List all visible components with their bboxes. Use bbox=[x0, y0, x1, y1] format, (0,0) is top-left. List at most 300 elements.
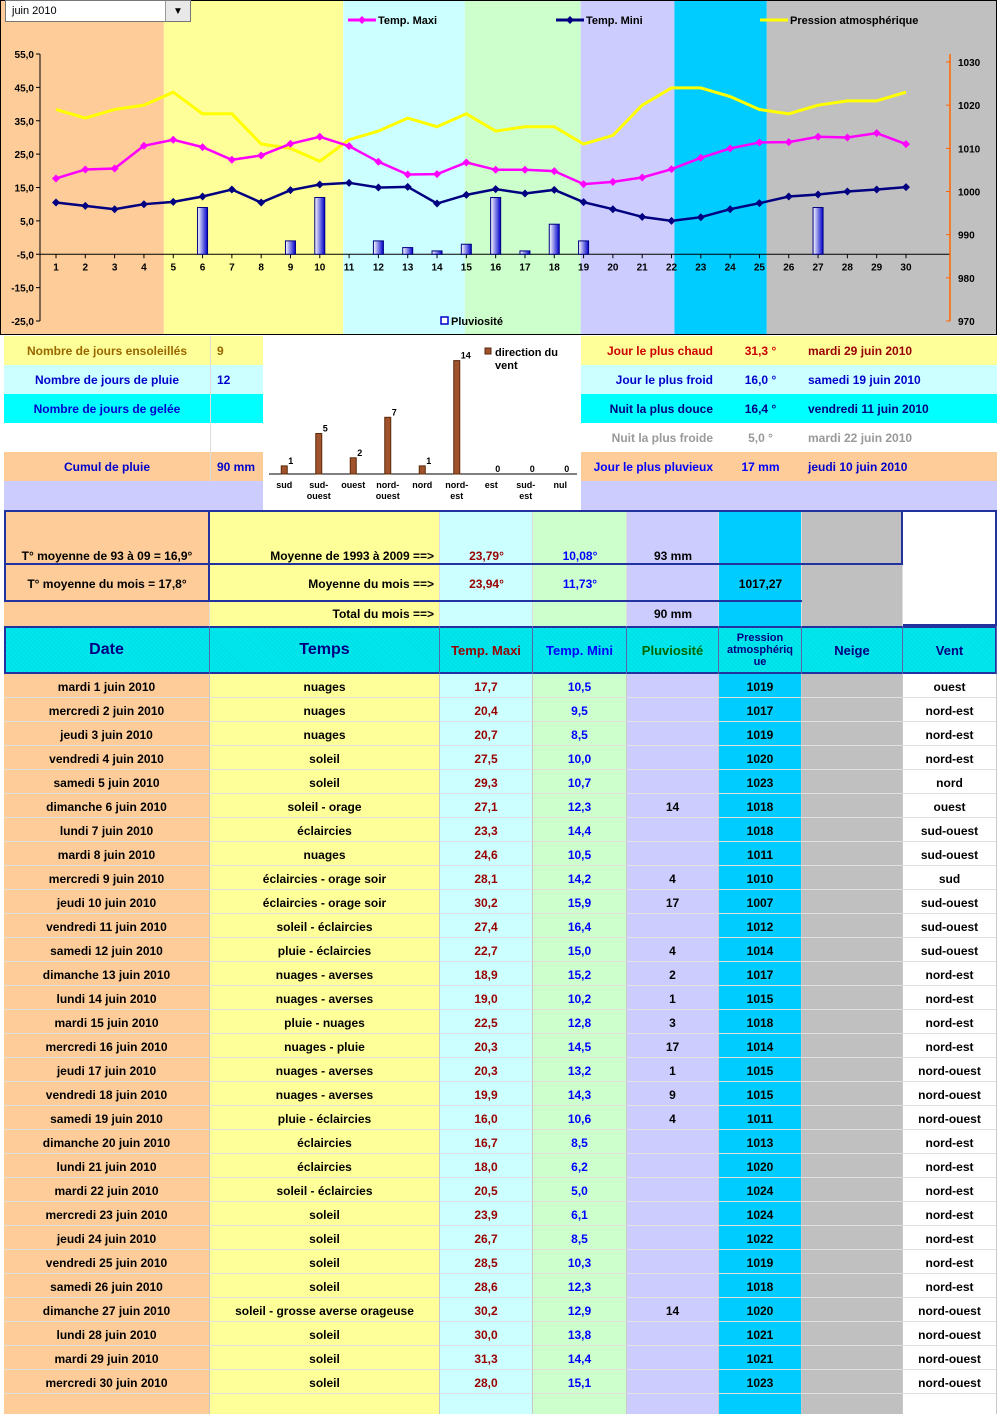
column-header-3[interactable]: Temp. Mini bbox=[533, 626, 627, 674]
table-cell: 20,5 bbox=[440, 1178, 533, 1202]
table-cell: nord-ouest bbox=[903, 1298, 997, 1322]
table-cell: sud-ouest bbox=[903, 890, 997, 914]
x-tick-label: 15 bbox=[460, 262, 472, 274]
table-cell: 1017 bbox=[719, 698, 802, 722]
table-filler bbox=[903, 1394, 997, 1414]
wind-legend-label-1: direction du bbox=[495, 347, 558, 359]
x-tick-label: 12 bbox=[372, 262, 384, 274]
y-tick-label-left: 45,0 bbox=[14, 83, 34, 95]
x-tick-label: 17 bbox=[519, 262, 531, 274]
summary-divider bbox=[210, 563, 802, 565]
table-cell: soleil bbox=[210, 1274, 440, 1298]
chart-band bbox=[343, 0, 465, 335]
table-cell: nuages - averses bbox=[210, 986, 440, 1010]
table-cell: nuages - averses bbox=[210, 962, 440, 986]
table-cell: 1018 bbox=[719, 1274, 802, 1298]
table-cell: 1012 bbox=[719, 914, 802, 938]
summary-pression bbox=[719, 602, 802, 626]
table-cell: 5,0 bbox=[533, 1178, 627, 1202]
table-cell: 14 bbox=[627, 794, 719, 818]
x-tick-label: 27 bbox=[812, 262, 824, 274]
table-cell: vendredi 4 juin 2010 bbox=[4, 746, 210, 770]
table-cell: nord-est bbox=[903, 1178, 997, 1202]
stats-spacer bbox=[4, 481, 263, 510]
table-cell: mercredi 16 juin 2010 bbox=[4, 1034, 210, 1058]
table-cell: 1023 bbox=[719, 770, 802, 794]
table-cell: 30,0 bbox=[440, 1322, 533, 1346]
table-cell bbox=[627, 1178, 719, 1202]
stats-right-value: 17 mm bbox=[741, 459, 780, 474]
table-cell bbox=[802, 722, 903, 746]
table-cell: 1021 bbox=[719, 1322, 802, 1346]
wind-bar bbox=[281, 466, 287, 474]
table-cell: 1011 bbox=[719, 1106, 802, 1130]
table-cell: nord-ouest bbox=[903, 1106, 997, 1130]
table-cell: 24,6 bbox=[440, 842, 533, 866]
table-cell bbox=[802, 1370, 903, 1394]
rain-bar bbox=[520, 251, 530, 254]
stats-right-value: 16,4 ° bbox=[744, 401, 777, 416]
table-cell: nord-est bbox=[903, 1226, 997, 1250]
table-cell bbox=[802, 1082, 903, 1106]
stats-left-value: 9 bbox=[210, 336, 263, 365]
table-cell: nord-ouest bbox=[903, 1058, 997, 1082]
table-cell bbox=[802, 1202, 903, 1226]
column-header-1[interactable]: Temps bbox=[210, 626, 440, 674]
table-cell: 27,1 bbox=[440, 794, 533, 818]
table-cell bbox=[627, 722, 719, 746]
table-filler bbox=[802, 1394, 903, 1414]
table-cell: 4 bbox=[627, 866, 719, 890]
stats-left-label: Nombre de jours ensoleillés bbox=[26, 343, 188, 358]
wind-category-label: est bbox=[484, 480, 498, 490]
table-cell: 15,0 bbox=[533, 938, 627, 962]
table-cell: nord-est bbox=[903, 746, 997, 770]
table-cell bbox=[802, 698, 903, 722]
table-cell: lundi 21 juin 2010 bbox=[4, 1154, 210, 1178]
table-cell: nord-est bbox=[903, 1010, 997, 1034]
table-cell: 4 bbox=[627, 938, 719, 962]
wind-category-label: sud- bbox=[516, 480, 536, 490]
wind-category-label: ouest bbox=[306, 491, 331, 501]
table-cell bbox=[627, 674, 719, 698]
chart-band bbox=[674, 0, 766, 335]
table-cell: jeudi 24 juin 2010 bbox=[4, 1226, 210, 1250]
table-cell: 13,2 bbox=[533, 1058, 627, 1082]
table-cell bbox=[802, 1274, 903, 1298]
table-cell: 10,0 bbox=[533, 746, 627, 770]
table-cell bbox=[802, 818, 903, 842]
stats-right-date: vendredi 11 juin 2010 bbox=[808, 401, 929, 416]
table-cell: lundi 14 juin 2010 bbox=[4, 986, 210, 1010]
table-cell: 23,3 bbox=[440, 818, 533, 842]
wind-category-label: sud- bbox=[309, 480, 329, 490]
table-filler bbox=[627, 1394, 719, 1414]
table-cell: 14,5 bbox=[533, 1034, 627, 1058]
x-tick-label: 6 bbox=[199, 262, 206, 274]
rain-bar bbox=[432, 251, 442, 254]
x-tick-label: 29 bbox=[871, 262, 883, 274]
table-cell: 22,7 bbox=[440, 938, 533, 962]
table-cell: 28,1 bbox=[440, 866, 533, 890]
table-cell bbox=[802, 794, 903, 818]
rain-bar bbox=[813, 208, 823, 255]
table-cell: nord-ouest bbox=[903, 1370, 997, 1394]
table-cell: nuages bbox=[210, 674, 440, 698]
table-cell: mardi 8 juin 2010 bbox=[4, 842, 210, 866]
table-cell: sud-ouest bbox=[903, 818, 997, 842]
x-tick-label: 19 bbox=[578, 262, 590, 274]
table-cell bbox=[802, 674, 903, 698]
table-cell bbox=[802, 842, 903, 866]
summary-box bbox=[210, 510, 903, 565]
table-cell: 14,4 bbox=[533, 818, 627, 842]
table-cell: nord bbox=[903, 770, 997, 794]
table-filler bbox=[4, 1394, 210, 1414]
table-cell: nord-est bbox=[903, 1250, 997, 1274]
table-cell: 30,2 bbox=[440, 890, 533, 914]
table-cell: 1018 bbox=[719, 1010, 802, 1034]
table-cell: 10,7 bbox=[533, 770, 627, 794]
table-cell: 17 bbox=[627, 890, 719, 914]
table-cell: sud-ouest bbox=[903, 842, 997, 866]
rain-bar bbox=[403, 248, 413, 255]
table-cell: jeudi 10 juin 2010 bbox=[4, 890, 210, 914]
summary-blank bbox=[903, 510, 997, 626]
table-cell: nord-est bbox=[903, 1130, 997, 1154]
y-tick-label-right: 970 bbox=[958, 317, 975, 328]
table-cell: 1023 bbox=[719, 1370, 802, 1394]
y-tick-label-right: 1030 bbox=[958, 58, 981, 69]
y-tick-label-left: -15,0 bbox=[11, 283, 34, 295]
table-cell: 1015 bbox=[719, 1082, 802, 1106]
table-cell: ouest bbox=[903, 674, 997, 698]
table-cell: 18,9 bbox=[440, 962, 533, 986]
summary-maxi: 23,79° bbox=[469, 549, 504, 563]
x-tick-label: 23 bbox=[695, 262, 707, 274]
column-header-7[interactable]: Vent bbox=[903, 626, 997, 674]
table-cell: 12,9 bbox=[533, 1298, 627, 1322]
summary-average-text: T° moyenne du mois = 17,8° bbox=[27, 576, 187, 591]
table-cell: soleil bbox=[210, 1226, 440, 1250]
wind-legend-label-2: vent bbox=[495, 360, 518, 372]
table-cell: pluie - nuages bbox=[210, 1010, 440, 1034]
table-cell: sud-ouest bbox=[903, 938, 997, 962]
table-cell bbox=[627, 746, 719, 770]
table-cell bbox=[802, 1010, 903, 1034]
table-cell: éclaircies - orage soir bbox=[210, 866, 440, 890]
table-cell: 15,2 bbox=[533, 962, 627, 986]
table-cell: soleil bbox=[210, 746, 440, 770]
table-cell: 12,3 bbox=[533, 794, 627, 818]
stats-right-label: Nuit la plus douce bbox=[609, 401, 713, 416]
table-cell bbox=[627, 770, 719, 794]
x-tick-label: 14 bbox=[431, 262, 443, 274]
table-cell: 14,2 bbox=[533, 866, 627, 890]
summary-divider bbox=[210, 600, 802, 602]
table-cell: 1015 bbox=[719, 986, 802, 1010]
wind-bar-label: 14 bbox=[460, 350, 471, 361]
column-header-6[interactable]: Neige bbox=[802, 626, 903, 674]
table-cell: 8,5 bbox=[533, 722, 627, 746]
y-tick-label-left: 5,0 bbox=[20, 216, 34, 228]
table-cell bbox=[802, 914, 903, 938]
table-cell bbox=[627, 1250, 719, 1274]
table-filler bbox=[210, 1394, 440, 1414]
table-cell: 1020 bbox=[719, 746, 802, 770]
table-cell: soleil - orage bbox=[210, 794, 440, 818]
table-cell bbox=[627, 842, 719, 866]
x-tick-label: 3 bbox=[111, 262, 118, 274]
table-cell: 1022 bbox=[719, 1226, 802, 1250]
table-cell: soleil bbox=[210, 1370, 440, 1394]
table-cell: 26,7 bbox=[440, 1226, 533, 1250]
x-tick-label: 24 bbox=[724, 262, 736, 274]
table-cell: éclaircies - orage soir bbox=[210, 890, 440, 914]
table-cell: nord-est bbox=[903, 722, 997, 746]
table-cell: 1019 bbox=[719, 1250, 802, 1274]
x-tick-label: 10 bbox=[314, 262, 326, 274]
summary-average-text: T° moyenne de 93 à 09 = 16,9° bbox=[21, 549, 193, 563]
table-cell bbox=[802, 746, 903, 770]
summary-pluvio bbox=[627, 565, 719, 602]
summary-mini: 10,08° bbox=[562, 549, 598, 563]
table-cell: 28,0 bbox=[440, 1370, 533, 1394]
table-cell: éclaircies bbox=[210, 1154, 440, 1178]
wind-bar-label: 0 bbox=[564, 464, 570, 474]
table-cell: 14,4 bbox=[533, 1346, 627, 1370]
chart-band bbox=[164, 0, 343, 335]
table-cell bbox=[802, 1154, 903, 1178]
table-cell: 10,3 bbox=[533, 1250, 627, 1274]
table-cell: ouest bbox=[903, 794, 997, 818]
table-cell: 28,5 bbox=[440, 1250, 533, 1274]
stats-right-label: Nuit la plus froide bbox=[611, 430, 713, 445]
table-cell: nord-est bbox=[903, 698, 997, 722]
x-tick-label: 9 bbox=[287, 262, 294, 274]
main-chart bbox=[0, 0, 997, 335]
table-cell: 8,5 bbox=[533, 1130, 627, 1154]
table-cell: 12,8 bbox=[533, 1010, 627, 1034]
chevron-down-icon[interactable]: ▼ bbox=[165, 1, 190, 21]
wind-legend-swatch bbox=[485, 348, 491, 354]
table-cell: soleil - éclaircies bbox=[210, 914, 440, 938]
x-tick-label: 8 bbox=[258, 262, 264, 274]
table-cell: 29,3 bbox=[440, 770, 533, 794]
stats-left-value bbox=[210, 394, 263, 423]
table-cell bbox=[802, 1058, 903, 1082]
table-cell: samedi 12 juin 2010 bbox=[4, 938, 210, 962]
summary-label: Total du mois ==> bbox=[332, 607, 434, 621]
rain-bar bbox=[549, 224, 559, 254]
summary-maxi: 23,94° bbox=[469, 576, 504, 591]
wind-bar bbox=[316, 434, 322, 475]
wind-bar-label: 5 bbox=[322, 423, 328, 434]
rain-bar bbox=[285, 241, 295, 254]
table-cell: soleil - grosse averse orageuse bbox=[210, 1298, 440, 1322]
rain-bar bbox=[579, 241, 589, 254]
month-selector[interactable] bbox=[5, 0, 191, 22]
table-cell bbox=[802, 1250, 903, 1274]
stats-right-date: samedi 19 juin 2010 bbox=[808, 372, 921, 387]
table-cell: 27,5 bbox=[440, 746, 533, 770]
table-cell: nuages - averses bbox=[210, 1058, 440, 1082]
y-tick-label-right: 1010 bbox=[958, 144, 981, 156]
stats-left-value: 90 mm bbox=[210, 452, 263, 481]
table-cell: vendredi 11 juin 2010 bbox=[4, 914, 210, 938]
table-cell: soleil bbox=[210, 1322, 440, 1346]
x-tick-label: 18 bbox=[548, 262, 560, 274]
table-cell: 1007 bbox=[719, 890, 802, 914]
column-header-0[interactable]: Date bbox=[4, 626, 210, 674]
stats-spacer bbox=[581, 481, 997, 510]
wind-category-label: est bbox=[450, 491, 464, 501]
summary-box bbox=[4, 510, 210, 565]
y-tick-label-left: 25,0 bbox=[14, 150, 34, 162]
table-cell: 27,4 bbox=[440, 914, 533, 938]
y-tick-label-left: 55,0 bbox=[14, 50, 34, 61]
stats-left-value bbox=[210, 423, 263, 452]
column-header-4[interactable]: Pluviosité bbox=[627, 626, 719, 674]
table-cell: 10,5 bbox=[533, 842, 627, 866]
summary-maxi bbox=[440, 602, 533, 626]
table-cell: lundi 28 juin 2010 bbox=[4, 1322, 210, 1346]
table-cell: 1019 bbox=[719, 674, 802, 698]
table-cell: 30,2 bbox=[440, 1298, 533, 1322]
table-cell: mardi 22 juin 2010 bbox=[4, 1178, 210, 1202]
x-tick-label: 26 bbox=[783, 262, 795, 274]
wind-category-label: nul bbox=[553, 480, 567, 490]
stats-right-date: jeudi 10 juin 2010 bbox=[808, 459, 908, 474]
table-cell: 17 bbox=[627, 1034, 719, 1058]
wind-bar bbox=[350, 458, 356, 474]
table-cell bbox=[627, 1154, 719, 1178]
y-tick-label-left: 35,0 bbox=[14, 116, 34, 128]
table-cell: mercredi 30 juin 2010 bbox=[4, 1370, 210, 1394]
table-cell: nord-est bbox=[903, 986, 997, 1010]
x-tick-label: 16 bbox=[490, 262, 502, 274]
x-tick-label: 21 bbox=[636, 262, 648, 274]
table-cell: 1 bbox=[627, 1058, 719, 1082]
wind-bar-label: 0 bbox=[529, 464, 535, 474]
legend-swatch-rain bbox=[441, 317, 448, 324]
table-cell: nord-est bbox=[903, 1202, 997, 1226]
stats-right-label: Jour le plus pluvieux bbox=[593, 459, 713, 474]
table-cell: 1018 bbox=[719, 818, 802, 842]
table-cell: 19,9 bbox=[440, 1082, 533, 1106]
table-cell: nuages bbox=[210, 842, 440, 866]
table-cell: 1020 bbox=[719, 1154, 802, 1178]
table-cell: mardi 1 juin 2010 bbox=[4, 674, 210, 698]
table-cell: 20,4 bbox=[440, 698, 533, 722]
table-cell bbox=[802, 986, 903, 1010]
table-cell: 12,3 bbox=[533, 1274, 627, 1298]
table-cell: 10,5 bbox=[533, 674, 627, 698]
table-cell: sud bbox=[903, 866, 997, 890]
column-header-2[interactable]: Temp. Maxi bbox=[440, 626, 533, 674]
rain-bar bbox=[491, 198, 501, 255]
legend-label: Pluviosité bbox=[451, 316, 503, 328]
rain-bar bbox=[198, 208, 208, 255]
stats-right-label: Jour le plus chaud bbox=[606, 343, 713, 358]
legend-label: Temp. Maxi bbox=[378, 15, 438, 27]
table-cell bbox=[802, 770, 903, 794]
table-cell: nuages bbox=[210, 698, 440, 722]
table-cell: nuages - pluie bbox=[210, 1034, 440, 1058]
table-cell bbox=[627, 1274, 719, 1298]
wind-bar-label: 0 bbox=[495, 464, 501, 474]
x-tick-label: 30 bbox=[900, 262, 912, 274]
summary-cell-bg bbox=[802, 565, 903, 602]
rain-bar bbox=[373, 241, 383, 254]
table-cell: soleil bbox=[210, 1202, 440, 1226]
table-cell bbox=[627, 818, 719, 842]
column-header-5[interactable]: Pression atmosphériq ue bbox=[719, 626, 802, 674]
stats-right-date: mardi 29 juin 2010 bbox=[808, 343, 913, 358]
summary-average-text bbox=[4, 602, 210, 626]
chart-band bbox=[581, 0, 675, 335]
table-cell bbox=[627, 914, 719, 938]
stats-left-label: Nombre de jours de gelée bbox=[33, 401, 181, 416]
table-cell bbox=[802, 1034, 903, 1058]
table-cell: 14 bbox=[627, 1298, 719, 1322]
y-tick-label-right: 990 bbox=[958, 230, 975, 242]
x-tick-label: 7 bbox=[229, 262, 235, 274]
wind-category-label: nord bbox=[412, 480, 433, 490]
table-cell: dimanche 13 juin 2010 bbox=[4, 962, 210, 986]
table-cell: jeudi 17 juin 2010 bbox=[4, 1058, 210, 1082]
table-cell: nord-est bbox=[903, 1154, 997, 1178]
table-cell: 1013 bbox=[719, 1130, 802, 1154]
table-cell: nord-est bbox=[903, 1034, 997, 1058]
table-cell: nuages bbox=[210, 722, 440, 746]
table-cell: 6,2 bbox=[533, 1154, 627, 1178]
summary-box bbox=[4, 565, 210, 602]
table-cell: mercredi 9 juin 2010 bbox=[4, 866, 210, 890]
table-cell: 1017 bbox=[719, 962, 802, 986]
wind-category-label: nord- bbox=[445, 480, 469, 490]
x-tick-label: 25 bbox=[753, 262, 766, 274]
wind-bar-label: 7 bbox=[391, 407, 397, 418]
table-cell: 8,5 bbox=[533, 1226, 627, 1250]
wind-bar-label: 2 bbox=[357, 447, 363, 458]
table-cell bbox=[802, 890, 903, 914]
table-cell bbox=[802, 1130, 903, 1154]
rain-bar bbox=[315, 198, 325, 255]
table-cell: 6,1 bbox=[533, 1202, 627, 1226]
wind-category-label: ouest bbox=[341, 480, 366, 490]
table-cell: 28,6 bbox=[440, 1274, 533, 1298]
table-cell: nord-ouest bbox=[903, 1082, 997, 1106]
table-cell: dimanche 27 juin 2010 bbox=[4, 1298, 210, 1322]
y-tick-label-right: 1000 bbox=[958, 187, 981, 199]
table-cell bbox=[627, 698, 719, 722]
table-cell bbox=[627, 1346, 719, 1370]
table-cell: 2 bbox=[627, 962, 719, 986]
table-cell: 17,7 bbox=[440, 674, 533, 698]
wind-bar bbox=[454, 361, 460, 474]
wind-category-label: est bbox=[519, 491, 533, 501]
table-cell: samedi 26 juin 2010 bbox=[4, 1274, 210, 1298]
summary-cell-bg bbox=[802, 602, 903, 626]
table-cell bbox=[627, 1130, 719, 1154]
table-cell: 15,9 bbox=[533, 890, 627, 914]
table-cell: nord-est bbox=[903, 962, 997, 986]
table-cell: 1024 bbox=[719, 1178, 802, 1202]
table-cell: 18,0 bbox=[440, 1154, 533, 1178]
table-cell: 15,1 bbox=[533, 1370, 627, 1394]
table-cell bbox=[802, 1346, 903, 1370]
